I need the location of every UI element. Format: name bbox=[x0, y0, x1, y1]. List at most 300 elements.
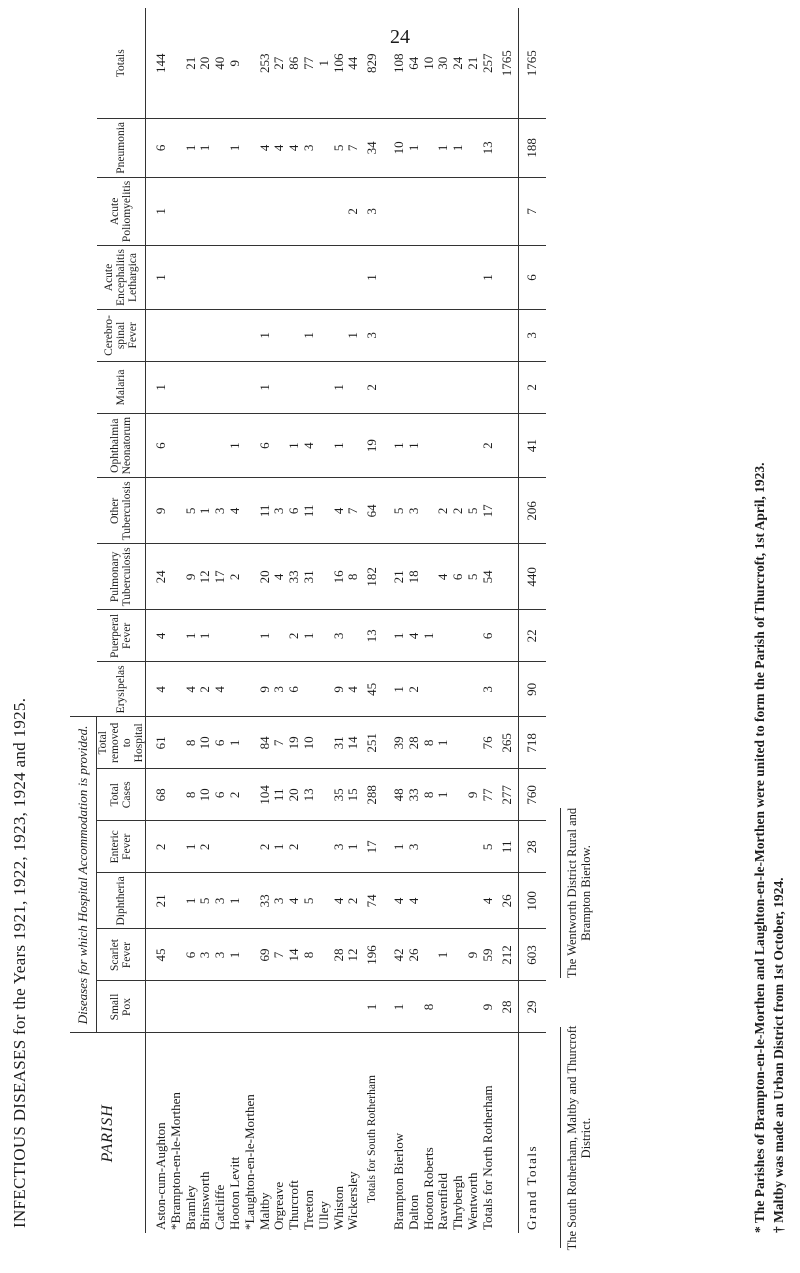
table-cell: 8 bbox=[302, 929, 317, 981]
table-cell bbox=[496, 662, 519, 717]
column-header: Malaria bbox=[97, 361, 146, 413]
table-cell bbox=[451, 610, 466, 662]
table-row bbox=[332, 8, 347, 1233]
table-cell: 22 bbox=[519, 610, 546, 662]
table-cell: 33 bbox=[287, 544, 302, 610]
table-cell bbox=[451, 769, 466, 821]
brace-text: The Wentworth District Rural and Brampton Bierlow. bbox=[565, 807, 593, 979]
table-cell: 6 bbox=[519, 246, 546, 310]
table-cell: 6 bbox=[481, 610, 496, 662]
table-cell bbox=[258, 246, 273, 310]
table-cell bbox=[422, 309, 437, 361]
table-cell bbox=[346, 981, 361, 1033]
table-row bbox=[436, 8, 451, 1233]
table-cell: 4 bbox=[272, 544, 287, 610]
table-cell: 13 bbox=[361, 610, 384, 662]
table-cell: 5 bbox=[184, 478, 199, 544]
page-number: 24 bbox=[390, 26, 410, 48]
table-cell: 12 bbox=[198, 544, 213, 610]
table-cell: 9 bbox=[466, 769, 481, 821]
table-cell bbox=[243, 118, 258, 177]
table-cell: 2 bbox=[361, 361, 384, 413]
table-cell bbox=[272, 361, 287, 413]
table-cell bbox=[169, 361, 184, 413]
parish-name: Bramley bbox=[182, 1185, 198, 1230]
table-cell: 6 bbox=[213, 717, 228, 769]
table-cell: 5 bbox=[466, 544, 481, 610]
table-cell: 69 bbox=[258, 929, 273, 981]
table-cell: 144 bbox=[146, 8, 169, 118]
table-cell bbox=[466, 662, 481, 717]
table-cell bbox=[169, 413, 184, 477]
table-cell: 1 bbox=[184, 873, 199, 929]
table-cell: 1765 bbox=[519, 8, 546, 118]
table-row bbox=[228, 8, 243, 1233]
table-cell bbox=[213, 361, 228, 413]
table-cell bbox=[302, 662, 317, 717]
table-cell: 2 bbox=[287, 610, 302, 662]
table-cell: 1 bbox=[332, 413, 347, 477]
table-cell bbox=[169, 544, 184, 610]
table-cell: 1 bbox=[384, 821, 407, 873]
table-cell: 6 bbox=[451, 544, 466, 610]
column-header: Diphtheria bbox=[97, 873, 146, 929]
table-cell bbox=[384, 309, 407, 361]
table-cell: 29 bbox=[519, 981, 546, 1033]
table-cell: 9 bbox=[146, 478, 169, 544]
table-cell: 1765 bbox=[496, 8, 519, 118]
table-cell: 19 bbox=[361, 413, 384, 477]
table-cell: 8 bbox=[346, 544, 361, 610]
table-cell bbox=[317, 769, 332, 821]
table-cell: 28 bbox=[407, 717, 422, 769]
table-cell bbox=[228, 981, 243, 1033]
table-cell bbox=[243, 929, 258, 981]
table-cell: 19 bbox=[287, 717, 302, 769]
parish-name: Brampton Bierlow bbox=[390, 1132, 406, 1230]
table-cell: 15 bbox=[346, 769, 361, 821]
column-header: Scarlet Fever bbox=[97, 929, 146, 981]
parish-name: Brinsworth bbox=[197, 1171, 213, 1230]
table-cell bbox=[466, 873, 481, 929]
table-cell bbox=[317, 177, 332, 245]
table-cell: 1 bbox=[146, 177, 169, 245]
parish-name: Ulley bbox=[315, 1201, 331, 1230]
other-diseases-header-spacer bbox=[70, 8, 97, 716]
parish-name: Treeton bbox=[300, 1190, 316, 1230]
table-cell bbox=[146, 981, 169, 1033]
table-cell bbox=[169, 478, 184, 544]
table-cell: 3 bbox=[213, 478, 228, 544]
column-header: Ophthalmia Neonatorum bbox=[97, 413, 146, 477]
table-cell: 11 bbox=[258, 478, 273, 544]
table-cell: 1 bbox=[436, 929, 451, 981]
brace-line bbox=[560, 1028, 561, 1249]
table-cell bbox=[436, 177, 451, 245]
table-cell: 9 bbox=[332, 662, 347, 717]
table-cell bbox=[317, 118, 332, 177]
table-cell: 2 bbox=[287, 821, 302, 873]
table-cell bbox=[169, 662, 184, 717]
table-cell bbox=[384, 246, 407, 310]
table-cell bbox=[272, 413, 287, 477]
table-cell: 1 bbox=[272, 821, 287, 873]
table-row bbox=[198, 8, 213, 1233]
table-cell bbox=[272, 246, 287, 310]
table-cell bbox=[451, 246, 466, 310]
table-cell bbox=[451, 873, 466, 929]
table-cell bbox=[243, 309, 258, 361]
table-cell bbox=[198, 981, 213, 1033]
parish-name: *Brampton-en-le-Morthen bbox=[167, 1092, 183, 1230]
table-cell: 31 bbox=[302, 544, 317, 610]
table-cell: 2 bbox=[258, 821, 273, 873]
table-cell bbox=[496, 246, 519, 310]
table-cell: 1 bbox=[384, 981, 407, 1033]
table-cell bbox=[481, 361, 496, 413]
table-cell: 1 bbox=[422, 610, 437, 662]
table-cell: 7 bbox=[519, 177, 546, 245]
table-cell: 26 bbox=[407, 929, 422, 981]
table-cell: 28 bbox=[332, 929, 347, 981]
brace-label-south bbox=[560, 1008, 593, 1268]
table-cell: 26 bbox=[496, 873, 519, 929]
table-cell bbox=[436, 610, 451, 662]
table-row bbox=[407, 8, 422, 1233]
table-cell bbox=[169, 246, 184, 310]
table-cell: 1 bbox=[384, 610, 407, 662]
table-cell: 21 bbox=[466, 8, 481, 118]
main-title: INFECTIOUS DISEASES for the Years 1921, 1922, 1923, 1924 and 1925. bbox=[10, 697, 29, 1228]
table-cell: 100 bbox=[519, 873, 546, 929]
column-header: Puerperal Fever bbox=[97, 610, 146, 662]
table-cell bbox=[451, 413, 466, 477]
table-cell bbox=[243, 413, 258, 477]
table-cell bbox=[407, 309, 422, 361]
table-cell: 45 bbox=[361, 662, 384, 717]
brace-line bbox=[560, 808, 561, 978]
table-cell: 4 bbox=[407, 873, 422, 929]
table-cell bbox=[287, 246, 302, 310]
table-cell: 3 bbox=[213, 929, 228, 981]
table-cell bbox=[451, 717, 466, 769]
table-cell bbox=[436, 246, 451, 310]
table-cell: 6 bbox=[287, 478, 302, 544]
table-cell bbox=[451, 929, 466, 981]
table-cell: 11 bbox=[496, 821, 519, 873]
table-cell: 4 bbox=[258, 118, 273, 177]
table-cell: 4 bbox=[228, 478, 243, 544]
table-cell bbox=[213, 177, 228, 245]
parish-name: Grand Totals bbox=[519, 1033, 546, 1233]
column-header: Cerebro-spinal Fever bbox=[97, 309, 146, 361]
table-cell: 7 bbox=[272, 717, 287, 769]
table-cell: 1 bbox=[228, 929, 243, 981]
table-cell: 1 bbox=[198, 478, 213, 544]
parish-name: Totals for North Rotherham bbox=[479, 1085, 495, 1230]
table-cell bbox=[422, 929, 437, 981]
table-row bbox=[346, 8, 361, 1233]
table-cell: 9 bbox=[481, 981, 496, 1033]
table-cell bbox=[198, 246, 213, 310]
table-cell bbox=[169, 118, 184, 177]
table-cell: 1 bbox=[436, 118, 451, 177]
table-cell: 33 bbox=[258, 873, 273, 929]
parish-name: Catcliffe bbox=[212, 1184, 228, 1230]
parish-name: Maltby bbox=[256, 1192, 272, 1230]
table-cell: 8 bbox=[422, 981, 437, 1033]
table-cell bbox=[169, 610, 184, 662]
table-cell bbox=[317, 309, 332, 361]
table-cell: 1 bbox=[346, 821, 361, 873]
table-cell bbox=[243, 821, 258, 873]
table-cell bbox=[169, 717, 184, 769]
table-cell: 760 bbox=[519, 769, 546, 821]
table-cell bbox=[436, 662, 451, 717]
table-cell bbox=[243, 8, 258, 118]
table-cell: 196 bbox=[361, 929, 384, 981]
table-cell: 3 bbox=[407, 478, 422, 544]
parish-name: Dalton bbox=[405, 1194, 421, 1230]
table-cell: 3 bbox=[332, 821, 347, 873]
table-cell bbox=[243, 873, 258, 929]
table-cell: 10 bbox=[198, 769, 213, 821]
parish-name: Thurcroft bbox=[286, 1180, 302, 1230]
table-cell bbox=[332, 246, 347, 310]
table-cell: 8 bbox=[422, 717, 437, 769]
table-cell bbox=[169, 309, 184, 361]
table-cell: 1 bbox=[436, 769, 451, 821]
table-cell: 1 bbox=[332, 361, 347, 413]
table-cell bbox=[436, 361, 451, 413]
table-cell bbox=[317, 821, 332, 873]
table-cell bbox=[258, 177, 273, 245]
table-cell: 31 bbox=[332, 717, 347, 769]
parish-name: Ravenfield bbox=[435, 1172, 451, 1230]
table-cell bbox=[451, 662, 466, 717]
table-cell: 1 bbox=[258, 361, 273, 413]
table-cell: 3 bbox=[519, 309, 546, 361]
table-cell: 3 bbox=[302, 118, 317, 177]
table-cell bbox=[243, 610, 258, 662]
table-cell bbox=[169, 929, 184, 981]
table-cell bbox=[436, 821, 451, 873]
table-cell: 24 bbox=[451, 8, 466, 118]
footnote-2: † Maltby was made an Urban District from 1st October, 1924. bbox=[771, 877, 786, 1233]
table-cell bbox=[422, 246, 437, 310]
table-cell: 718 bbox=[519, 717, 546, 769]
table-cell bbox=[169, 177, 184, 245]
table-row bbox=[243, 8, 258, 1233]
table-cell bbox=[496, 610, 519, 662]
table-cell: 2 bbox=[228, 544, 243, 610]
column-header: Erysipelas bbox=[97, 662, 146, 717]
table-cell: 1 bbox=[184, 821, 199, 873]
table-cell bbox=[302, 981, 317, 1033]
table-row bbox=[287, 8, 302, 1233]
column-header: Total Cases bbox=[97, 769, 146, 821]
table-cell: 18 bbox=[407, 544, 422, 610]
table-cell: 20 bbox=[198, 8, 213, 118]
table-cell bbox=[198, 361, 213, 413]
table-cell: 8 bbox=[422, 769, 437, 821]
table-cell: 64 bbox=[361, 478, 384, 544]
table-cell bbox=[496, 309, 519, 361]
table-cell: 5 bbox=[302, 873, 317, 929]
table-cell bbox=[496, 478, 519, 544]
table-cell: 6 bbox=[184, 929, 199, 981]
table-row bbox=[258, 8, 273, 1233]
table-cell: 1 bbox=[346, 309, 361, 361]
table-row bbox=[481, 8, 496, 1233]
table-cell: 829 bbox=[361, 8, 384, 118]
column-header: Total removed to Hospital bbox=[97, 717, 146, 769]
table-cell: 4 bbox=[384, 873, 407, 929]
table-cell: 9 bbox=[228, 8, 243, 118]
table-cell: 7 bbox=[272, 929, 287, 981]
table-cell bbox=[317, 662, 332, 717]
table-cell bbox=[243, 544, 258, 610]
table-cell bbox=[184, 413, 199, 477]
table-cell bbox=[422, 413, 437, 477]
table-cell bbox=[384, 361, 407, 413]
table-cell: 4 bbox=[332, 478, 347, 544]
table-cell: 6 bbox=[213, 769, 228, 821]
table-cell: 2 bbox=[198, 821, 213, 873]
table-cell bbox=[451, 981, 466, 1033]
footnote-1: * The Parishes of Brampton-en-le-Morthen and Laughton-en-le-Morthen were united to form the Parish of Thurcroft, 1st April, 1923. bbox=[752, 462, 767, 1233]
table-cell bbox=[243, 662, 258, 717]
table-cell bbox=[436, 873, 451, 929]
table-cell bbox=[466, 309, 481, 361]
table-cell: 4 bbox=[146, 662, 169, 717]
column-header: Small Pox bbox=[97, 981, 146, 1033]
parish-name: Hooton Levitt bbox=[226, 1156, 242, 1230]
table-cell bbox=[466, 821, 481, 873]
table-cell: 44 bbox=[346, 8, 361, 118]
table-cell: 48 bbox=[384, 769, 407, 821]
table-cell: 1 bbox=[258, 610, 273, 662]
table-cell: 4 bbox=[146, 610, 169, 662]
table-cell: 188 bbox=[519, 118, 546, 177]
table-cell: 11 bbox=[272, 769, 287, 821]
table-row bbox=[184, 8, 199, 1233]
table-cell: 104 bbox=[258, 769, 273, 821]
table-cell bbox=[272, 177, 287, 245]
table-cell: 4 bbox=[213, 662, 228, 717]
parish-name bbox=[496, 1033, 519, 1233]
table-cell bbox=[466, 981, 481, 1033]
table-cell: 1 bbox=[184, 118, 199, 177]
header-group-row bbox=[70, 8, 97, 1233]
table-cell bbox=[169, 769, 184, 821]
table-cell: 20 bbox=[287, 769, 302, 821]
table-cell: 440 bbox=[519, 544, 546, 610]
table-cell bbox=[422, 478, 437, 544]
table-cell: 21 bbox=[146, 873, 169, 929]
table-cell bbox=[346, 610, 361, 662]
table-cell: 59 bbox=[481, 929, 496, 981]
table-cell: 1 bbox=[407, 118, 422, 177]
table-cell: 3 bbox=[361, 309, 384, 361]
hospital-diseases-header: Diseases for which Hospital Accommodation is provided. bbox=[70, 717, 97, 1033]
table-cell: 4 bbox=[302, 413, 317, 477]
column-header: Pneumonia bbox=[97, 118, 146, 177]
table-cell: 108 bbox=[384, 8, 407, 118]
table-cell: 16 bbox=[332, 544, 347, 610]
table-cell: 212 bbox=[496, 929, 519, 981]
table-cell: 603 bbox=[519, 929, 546, 981]
table-cell: 2 bbox=[346, 873, 361, 929]
table-cell bbox=[213, 610, 228, 662]
table-cell bbox=[243, 717, 258, 769]
table-cell: 76 bbox=[481, 717, 496, 769]
table-cell: 10 bbox=[384, 118, 407, 177]
table-cell bbox=[213, 821, 228, 873]
table-cell bbox=[228, 821, 243, 873]
table-cell: 74 bbox=[361, 873, 384, 929]
table-row bbox=[451, 8, 466, 1233]
table-cell bbox=[346, 413, 361, 477]
brace-text: The South Rotherham, Maltby and Thurcroft District. bbox=[565, 1025, 593, 1251]
table-cell: 17 bbox=[481, 478, 496, 544]
table-cell: 2 bbox=[146, 821, 169, 873]
table-cell bbox=[466, 717, 481, 769]
column-header: Other Tuberculosis bbox=[97, 478, 146, 544]
column-header: Acute Encephalitis Lethargica bbox=[97, 246, 146, 310]
table-cell bbox=[481, 309, 496, 361]
table-cell bbox=[272, 309, 287, 361]
table-cell bbox=[317, 873, 332, 929]
table-cell bbox=[213, 118, 228, 177]
parish-header: PARISH bbox=[70, 1033, 146, 1233]
table-cell: 6 bbox=[287, 662, 302, 717]
table-cell bbox=[466, 118, 481, 177]
table-cell: 12 bbox=[346, 929, 361, 981]
table-cell: 182 bbox=[361, 544, 384, 610]
table-cell: 3 bbox=[481, 662, 496, 717]
table-cell bbox=[243, 177, 258, 245]
table-cell: 288 bbox=[361, 769, 384, 821]
table-cell bbox=[384, 177, 407, 245]
table-cell: 4 bbox=[272, 118, 287, 177]
table-cell: 1 bbox=[317, 8, 332, 118]
table-cell bbox=[451, 309, 466, 361]
table-cell: 41 bbox=[519, 413, 546, 477]
table-cell: 45 bbox=[146, 929, 169, 981]
table-cell: 3 bbox=[272, 478, 287, 544]
table-cell: 1 bbox=[228, 118, 243, 177]
table-cell: 39 bbox=[384, 717, 407, 769]
table-cell bbox=[258, 981, 273, 1033]
parish-name: Wentworth bbox=[464, 1172, 480, 1230]
table-cell: 84 bbox=[258, 717, 273, 769]
table-cell: 1 bbox=[146, 361, 169, 413]
table-cell: 14 bbox=[346, 717, 361, 769]
parish-name: Aston-cum-Aughton bbox=[153, 1122, 168, 1230]
table-cell: 1 bbox=[184, 610, 199, 662]
table-cell: 1 bbox=[302, 309, 317, 361]
table-row bbox=[317, 8, 332, 1233]
table-cell: 1 bbox=[436, 717, 451, 769]
table-cell bbox=[481, 177, 496, 245]
table-cell bbox=[169, 8, 184, 118]
table-cell: 14 bbox=[287, 929, 302, 981]
table-cell: 1 bbox=[258, 309, 273, 361]
table-cell bbox=[184, 309, 199, 361]
table-cell: 20 bbox=[258, 544, 273, 610]
table-cell bbox=[496, 544, 519, 610]
